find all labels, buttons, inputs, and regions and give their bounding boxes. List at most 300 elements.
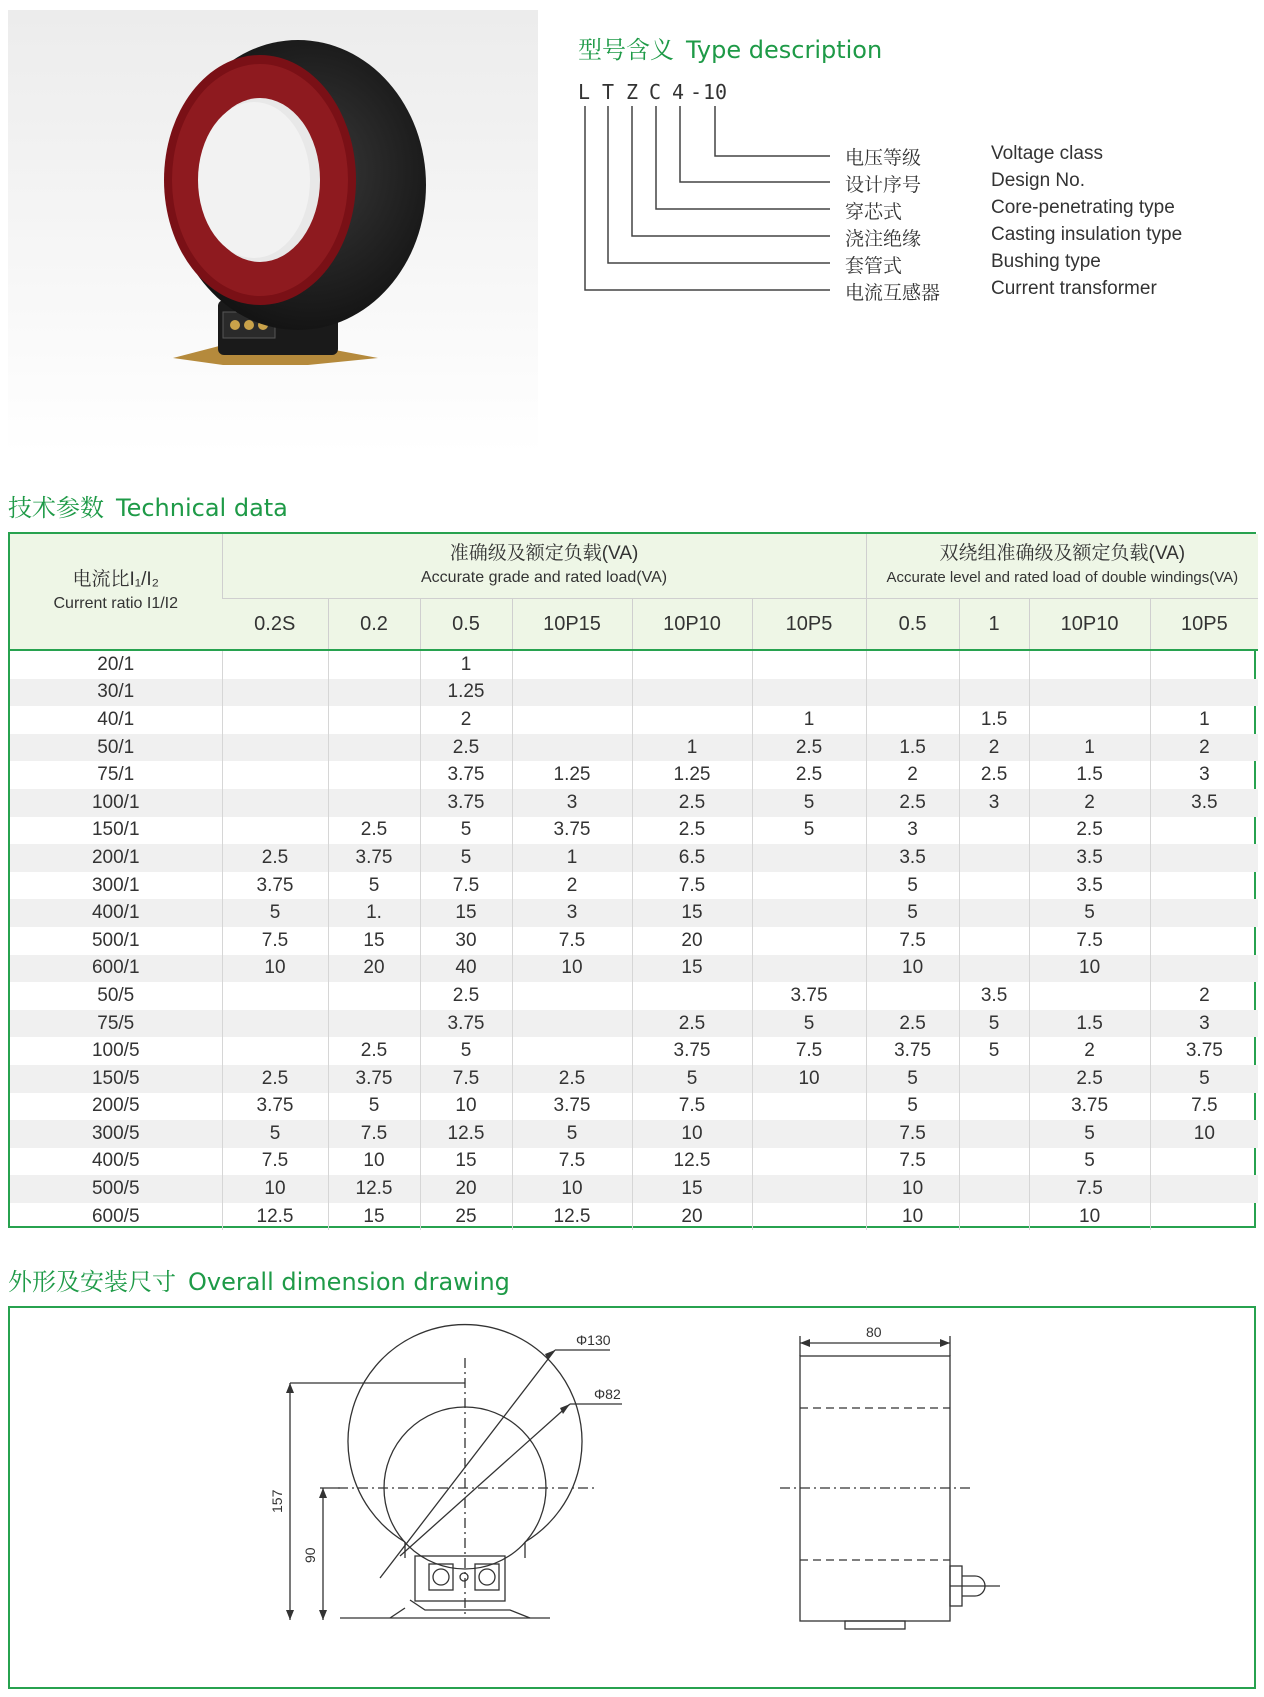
load-cell: 2.5 (866, 1010, 959, 1038)
load-cell: 2.5 (1029, 817, 1150, 845)
load-cell: 2.5 (752, 734, 866, 762)
load-cell: 3.75 (1150, 1037, 1258, 1065)
load-cell: 10 (512, 1175, 632, 1203)
load-cell (752, 651, 866, 679)
column-header: 0.5 (866, 599, 959, 651)
load-cell (222, 817, 328, 845)
code-char: C (649, 80, 662, 104)
load-cell (222, 734, 328, 762)
load-cell: 12.5 (420, 1120, 512, 1148)
load-cell: 1.5 (1029, 1010, 1150, 1038)
desc-en-core: Core-penetrating type (991, 197, 1175, 218)
ratio-cell: 20/1 (97, 653, 135, 675)
load-cell: 3.5 (1029, 844, 1150, 872)
load-cell: 1.5 (1029, 761, 1150, 789)
code-char: T (602, 80, 615, 104)
load-cell (752, 927, 866, 955)
load-cell: 5 (420, 1037, 512, 1065)
load-cell: 20 (632, 927, 752, 955)
table-row (10, 1203, 1258, 1231)
load-cell: 3.5 (959, 982, 1029, 1010)
column-header: 10P15 (512, 599, 632, 651)
group1-header-en: Accurate grade and rated load(VA) (421, 569, 668, 586)
code-char: L (578, 80, 591, 104)
load-cell: 2.5 (222, 844, 328, 872)
load-cell: 3 (959, 789, 1029, 817)
desc-en-bushing: Bushing type (991, 251, 1101, 272)
load-cell (222, 1037, 328, 1065)
load-cell: 5 (1029, 1148, 1150, 1176)
load-cell: 15 (632, 955, 752, 983)
load-cell: 3.75 (328, 844, 420, 872)
load-cell: 2 (866, 761, 959, 789)
load-cell: 2.5 (959, 761, 1029, 789)
load-cell: 10 (866, 1203, 959, 1231)
ratio-cell: 500/5 (10, 1175, 222, 1203)
desc-en-casting: Casting insulation type (991, 224, 1183, 245)
load-cell: 10 (328, 1148, 420, 1176)
load-cell: 5 (632, 1065, 752, 1093)
ratio-cell: 400/1 (10, 899, 222, 927)
load-cell (752, 844, 866, 872)
load-cell (959, 1175, 1029, 1203)
desc-cn-casting: 浇注绝缘 (845, 228, 922, 250)
load-cell: 7.5 (328, 1120, 420, 1148)
load-cell (1150, 844, 1258, 872)
desc-en-ct: Current transformer (991, 278, 1157, 299)
drawing-title-en: Overall dimension drawing (188, 1268, 510, 1296)
load-cell (959, 899, 1029, 927)
table-row (10, 1120, 1258, 1148)
load-cell (328, 761, 420, 789)
ratio-cell: 100/5 (91, 1040, 140, 1062)
tech-title-en: Technical data (116, 494, 288, 522)
load-cell (222, 789, 328, 817)
tech-title-cn: 技术参数 (8, 494, 104, 522)
ratio-cell: 600/5 (91, 1205, 140, 1227)
group1-header-cn: 准确级及额定负载(VA) (449, 543, 639, 564)
load-cell (512, 734, 632, 762)
load-cell: 3.75 (420, 1010, 512, 1038)
load-cell: 1.25 (420, 679, 512, 707)
load-cell: 5 (752, 1010, 866, 1038)
load-cell: 3.5 (866, 844, 959, 872)
dim-center-height: 90 (302, 1547, 318, 1563)
load-cell: 10 (1029, 955, 1150, 983)
load-cell (512, 982, 632, 1010)
load-cell: 10 (512, 955, 632, 983)
ratio-cell: 200/1 (10, 844, 222, 872)
load-cell (328, 982, 420, 1010)
load-cell: 5 (512, 1120, 632, 1148)
load-cell: 1.5 (959, 706, 1029, 734)
load-cell: 2.5 (420, 734, 512, 762)
load-cell: 7.5 (420, 872, 512, 900)
load-cell: 5 (222, 1120, 328, 1148)
table-row (10, 651, 1258, 679)
load-cell: 2.5 (222, 1065, 328, 1093)
load-cell: 15 (328, 927, 420, 955)
load-cell: 1.5 (866, 734, 959, 762)
load-cell: 15 (420, 1148, 512, 1176)
dim-width: 80 (866, 1324, 882, 1340)
load-cell: 5 (959, 1037, 1029, 1065)
column-header: 0.5 (420, 599, 512, 651)
load-cell (959, 927, 1029, 955)
ratio-cell: 75/5 (10, 1010, 222, 1038)
table-row (10, 844, 1258, 872)
load-cell: 5 (866, 1065, 959, 1093)
load-cell: 7.5 (512, 1148, 632, 1176)
product-photo (8, 10, 538, 454)
load-cell: 20 (632, 1203, 752, 1231)
table-row (10, 817, 1258, 845)
load-cell: 7.5 (866, 1120, 959, 1148)
load-cell: 30 (420, 927, 512, 955)
ratio-cell: 200/5 (91, 1095, 140, 1117)
ratio-cell: 100/1 (10, 789, 222, 817)
load-cell: 5 (420, 817, 512, 845)
load-cell: 7.5 (420, 1065, 512, 1093)
drawing-title-cn: 外形及安装尺寸 (8, 1268, 176, 1296)
column-header: 10P10 (1029, 599, 1150, 651)
load-cell: 3.75 (512, 817, 632, 845)
column-header: 10P5 (752, 599, 866, 651)
desc-cn-core: 穿芯式 (845, 201, 903, 223)
desc-en-design: Design No. (991, 170, 1085, 191)
load-cell: 2.5 (632, 789, 752, 817)
load-cell (222, 1010, 328, 1038)
table-row (10, 899, 1258, 927)
table-row (10, 872, 1258, 900)
load-cell (959, 1120, 1029, 1148)
load-cell: 3.5 (1150, 789, 1258, 817)
ratio-cell: 300/5 (10, 1120, 222, 1148)
load-cell: 3.75 (866, 1037, 959, 1065)
ratio-cell: 40/1 (97, 708, 135, 730)
load-cell: 10 (866, 955, 959, 983)
load-cell (1150, 651, 1258, 679)
drawing-title (8, 1262, 510, 1297)
dim-inner-diameter: Φ82 (594, 1386, 621, 1402)
desc-cn-design: 设计序号 (845, 174, 922, 196)
ratio-cell: 50/5 (97, 984, 135, 1006)
load-cell: 15 (632, 1175, 752, 1203)
load-cell: 15 (328, 1203, 420, 1231)
load-cell: 10 (866, 1175, 959, 1203)
load-cell (328, 706, 420, 734)
dim-outer-diameter: Φ130 (576, 1332, 611, 1348)
load-cell: 2.5 (1029, 1065, 1150, 1093)
ratio-cell: 600/1 (10, 955, 222, 983)
load-cell: 10 (1029, 1203, 1150, 1231)
table-row (10, 927, 1258, 955)
ratio-header-en: Current ratio I1/I2 (53, 594, 178, 612)
ratio-cell: 300/1 (91, 874, 140, 896)
load-cell (752, 899, 866, 927)
load-cell (752, 1148, 866, 1176)
load-cell (632, 679, 752, 707)
load-cell (959, 1065, 1029, 1093)
load-cell (512, 1037, 632, 1065)
load-cell: 3.75 (512, 1093, 632, 1121)
table-row (10, 1037, 1258, 1065)
load-cell (959, 1203, 1029, 1231)
load-cell (1029, 706, 1150, 734)
load-cell: 1 (632, 734, 752, 762)
load-cell (752, 1120, 866, 1148)
ratio-cell: 150/1 (91, 819, 140, 841)
load-cell (632, 982, 752, 1010)
load-cell: 10 (222, 1175, 328, 1203)
load-cell: 15 (632, 899, 752, 927)
load-cell: 5 (222, 899, 328, 927)
load-cell: 6.5 (632, 844, 752, 872)
load-cell (866, 982, 959, 1010)
load-cell (632, 651, 752, 679)
load-cell: 2.5 (752, 761, 866, 789)
code-char: 4 (672, 80, 685, 104)
load-cell: 3 (512, 789, 632, 817)
load-cell (328, 789, 420, 817)
load-cell (866, 679, 959, 707)
load-cell (328, 679, 420, 707)
load-cell: 3.75 (632, 1037, 752, 1065)
load-cell (959, 1093, 1029, 1121)
ratio-header (10, 534, 222, 650)
type-description-title (578, 30, 882, 65)
load-cell: 3 (866, 817, 959, 845)
ratio-cell: 75/1 (97, 764, 135, 786)
table-row (10, 1175, 1258, 1203)
code-char: Z (626, 80, 639, 104)
column-header: 0.2S (222, 599, 328, 651)
load-cell (752, 1093, 866, 1121)
load-cell: 15 (420, 899, 512, 927)
load-cell: 5 (1029, 899, 1150, 927)
desc-cn-bushing: 套管式 (845, 255, 903, 277)
table-row (10, 789, 1258, 817)
load-cell: 3 (512, 899, 632, 927)
load-cell: 2 (1150, 734, 1258, 762)
load-cell (222, 706, 328, 734)
column-header: 0.2 (328, 599, 420, 651)
code-char: 10 (703, 80, 728, 104)
load-cell: 10 (632, 1120, 752, 1148)
load-cell: 2.5 (328, 1037, 420, 1065)
ratio-header-cn: 电流比I₁/I₂ (72, 568, 160, 590)
load-cell: 5 (866, 899, 959, 927)
load-cell (1150, 927, 1258, 955)
load-cell: 10 (1150, 1120, 1258, 1148)
load-cell: 10 (420, 1093, 512, 1121)
dimension-drawing (8, 1306, 1256, 1689)
load-cell (752, 955, 866, 983)
load-cell (512, 679, 632, 707)
load-cell: 7.5 (1150, 1093, 1258, 1121)
load-cell: 3 (1150, 1010, 1258, 1038)
load-cell: 10 (752, 1065, 866, 1093)
group2-header-cn: 双绕组准确级及额定负载(VA) (939, 543, 1186, 564)
load-cell: 7.5 (632, 872, 752, 900)
load-cell (1150, 872, 1258, 900)
load-cell: 7.5 (512, 927, 632, 955)
column-header: 10P10 (632, 599, 752, 651)
load-cell: 5 (866, 1093, 959, 1121)
load-cell (222, 982, 328, 1010)
table-row (10, 982, 1258, 1010)
load-cell (1150, 955, 1258, 983)
load-cell: 7.5 (222, 1148, 328, 1176)
load-cell: 3.75 (1029, 1093, 1150, 1121)
load-cell: 2 (959, 734, 1029, 762)
load-cell: 3.75 (752, 982, 866, 1010)
load-cell: 12.5 (632, 1148, 752, 1176)
table-row (10, 1010, 1258, 1038)
load-cell (959, 679, 1029, 707)
load-cell: 5 (959, 1010, 1029, 1038)
load-cell: 5 (1150, 1065, 1258, 1093)
load-cell: 2.5 (512, 1065, 632, 1093)
load-cell (1029, 651, 1150, 679)
load-cell: 7.5 (1029, 927, 1150, 955)
load-cell: 3.75 (328, 1065, 420, 1093)
group2-header (866, 534, 1258, 599)
table-row (10, 706, 1258, 734)
load-cell (959, 817, 1029, 845)
load-cell: 7.5 (752, 1037, 866, 1065)
load-cell (222, 761, 328, 789)
load-cell (959, 955, 1029, 983)
load-cell: 3.5 (1029, 872, 1150, 900)
load-cell: 2.5 (632, 817, 752, 845)
load-cell: 40 (420, 955, 512, 983)
load-cell (1150, 1175, 1258, 1203)
load-cell: 1 (420, 651, 512, 679)
load-cell: 3.75 (420, 789, 512, 817)
load-cell: 2 (1150, 982, 1258, 1010)
load-cell (866, 651, 959, 679)
load-cell: 2 (512, 872, 632, 900)
load-cell: 3.75 (222, 872, 328, 900)
ratio-cell: 150/5 (10, 1065, 222, 1093)
load-cell: 1 (512, 844, 632, 872)
load-cell: 1.25 (632, 761, 752, 789)
load-cell: 7.5 (632, 1093, 752, 1121)
load-cell: 5 (328, 872, 420, 900)
type-title-en: Type description (686, 36, 883, 64)
load-cell (752, 1203, 866, 1231)
column-header: 10P5 (1150, 599, 1258, 651)
load-cell: 2 (1029, 789, 1150, 817)
load-cell: 1 (1029, 734, 1150, 762)
load-cell: 7.5 (222, 927, 328, 955)
load-cell: 1 (752, 706, 866, 734)
load-cell (1150, 1148, 1258, 1176)
load-cell (632, 706, 752, 734)
load-cell: 2.5 (632, 1010, 752, 1038)
load-cell: 2.5 (866, 789, 959, 817)
ratio-cell: 400/5 (91, 1150, 140, 1172)
load-cell (866, 706, 959, 734)
load-cell: 25 (420, 1203, 512, 1231)
load-cell (1150, 1203, 1258, 1231)
load-cell: 20 (328, 955, 420, 983)
load-cell: 7.5 (1029, 1175, 1150, 1203)
load-cell (1150, 899, 1258, 927)
load-cell: 1. (328, 899, 420, 927)
load-cell: 12.5 (328, 1175, 420, 1203)
technical-data-table (8, 532, 1256, 1228)
load-cell: 5 (1029, 1120, 1150, 1148)
load-cell: 5 (866, 872, 959, 900)
code-leader-lines (560, 100, 840, 300)
load-cell: 2 (420, 706, 512, 734)
technical-data-title (8, 488, 288, 523)
load-cell: 1 (1150, 706, 1258, 734)
desc-cn-voltage: 电压等级 (845, 147, 922, 169)
load-cell: 12.5 (222, 1203, 328, 1231)
load-cell (959, 1148, 1029, 1176)
load-cell (959, 872, 1029, 900)
table-row (10, 761, 1258, 789)
load-cell: 5 (752, 817, 866, 845)
load-cell (1150, 817, 1258, 845)
load-cell: 10 (222, 955, 328, 983)
group1-header (222, 534, 866, 599)
load-cell (328, 1010, 420, 1038)
load-cell (1029, 679, 1150, 707)
table-row (10, 734, 1258, 762)
load-cell: 3.75 (222, 1093, 328, 1121)
ratio-cell: 30/1 (10, 679, 222, 707)
load-cell (1150, 679, 1258, 707)
load-cell (512, 1010, 632, 1038)
load-cell: 1.25 (512, 761, 632, 789)
load-cell (959, 651, 1029, 679)
load-cell: 7.5 (866, 927, 959, 955)
load-cell (752, 872, 866, 900)
load-cell: 3 (1150, 761, 1258, 789)
column-header: 1 (959, 599, 1029, 651)
load-cell (959, 844, 1029, 872)
load-cell: 7.5 (866, 1148, 959, 1176)
type-title-cn: 型号含义 (578, 36, 674, 64)
group2-header-en: Accurate level and rated load of double windings(VA) (886, 569, 1239, 586)
desc-en-voltage: Voltage class (991, 143, 1103, 164)
load-cell: 20 (420, 1175, 512, 1203)
load-cell (328, 734, 420, 762)
ratio-cell: 50/1 (10, 734, 222, 762)
load-cell (222, 679, 328, 707)
table-row (10, 1093, 1258, 1121)
table-row (10, 955, 1258, 983)
load-cell (328, 651, 420, 679)
load-cell (752, 679, 866, 707)
code-char: - (690, 80, 703, 104)
load-cell (512, 706, 632, 734)
load-cell (1029, 982, 1150, 1010)
ratio-cell: 500/1 (91, 929, 140, 951)
table-row (10, 1065, 1258, 1093)
load-cell: 2.5 (328, 817, 420, 845)
load-cell: 3.75 (420, 761, 512, 789)
load-cell (512, 651, 632, 679)
load-cell (752, 1175, 866, 1203)
load-cell: 12.5 (512, 1203, 632, 1231)
dim-height: 157 (269, 1489, 285, 1513)
load-cell: 5 (752, 789, 866, 817)
